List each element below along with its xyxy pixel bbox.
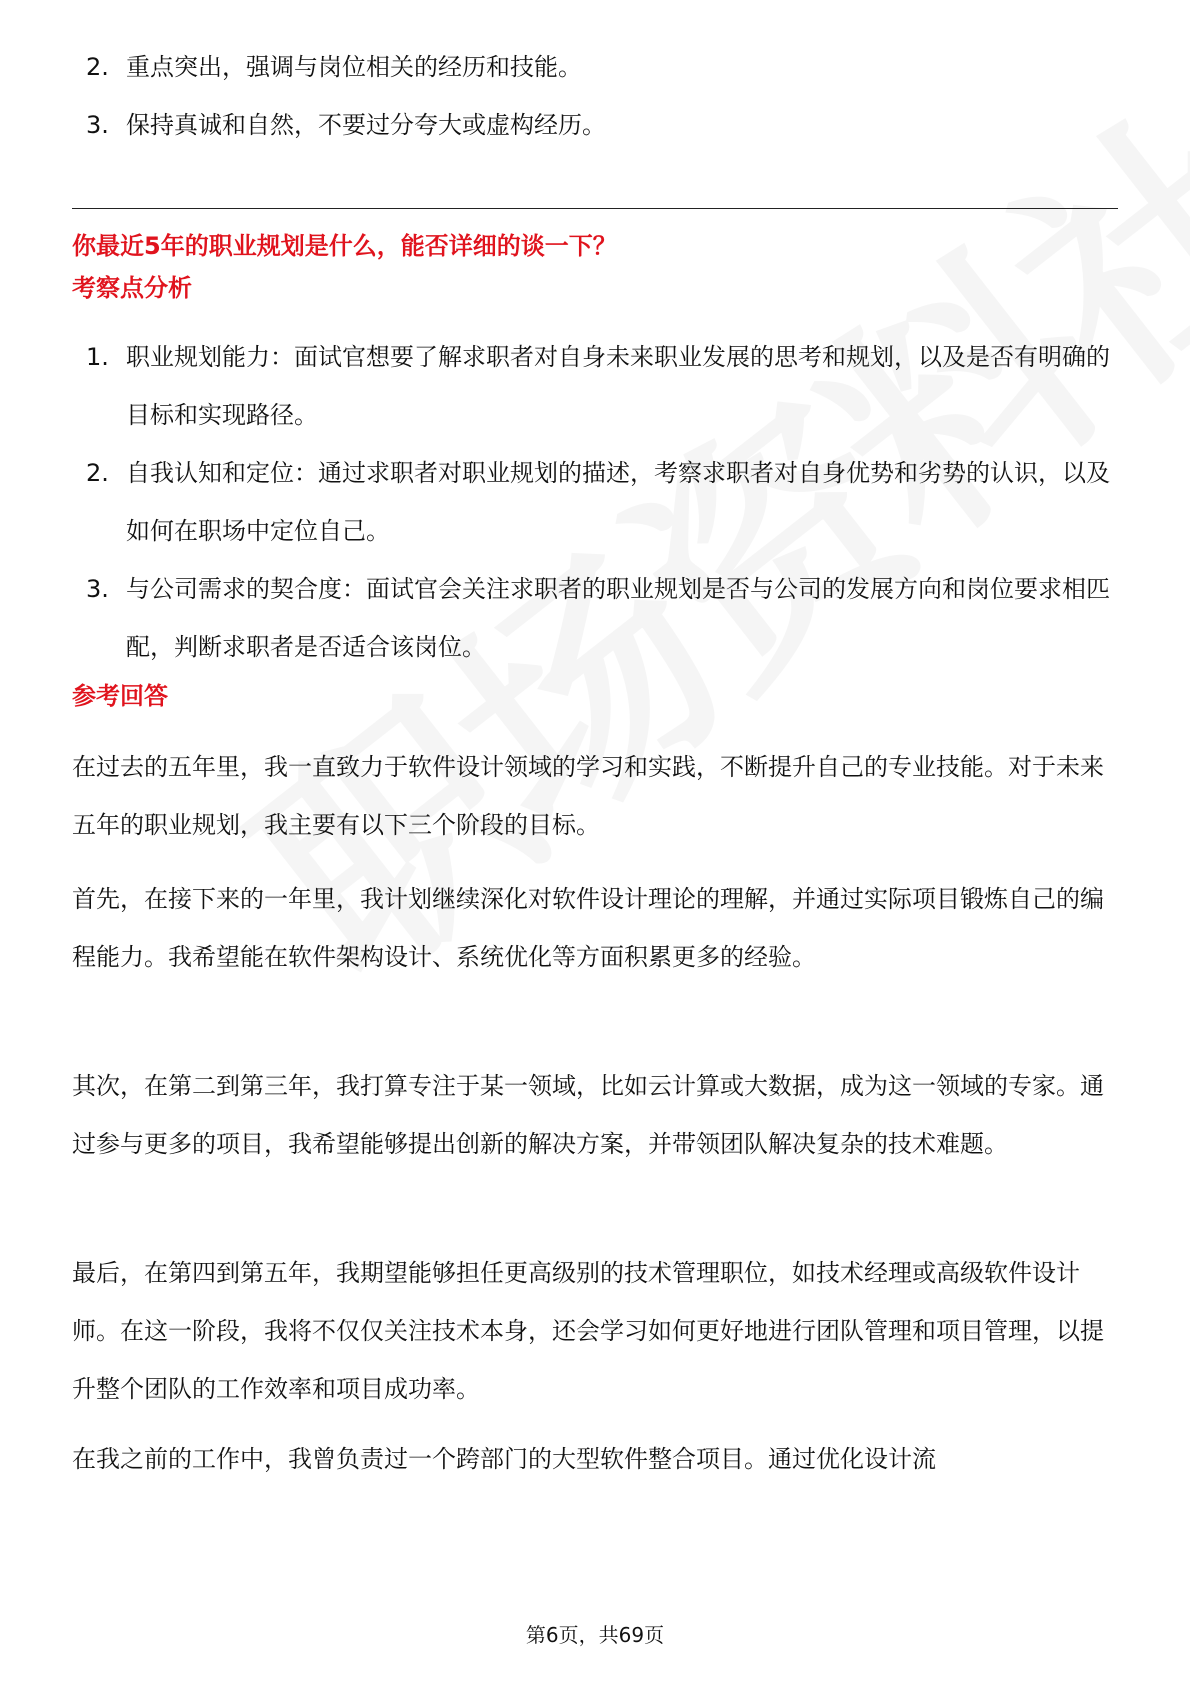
answer-paragraph: 最后，在第四到第五年，我期望能够担任更高级别的技术管理职位，如技术经理或高级软件设计师。在这一阶段，我将不仅仅关注技术本身，还会学习如何更好地进行团队管理和项目管理，以提升整个团队的工作效率和项目成功率。 xyxy=(72,1259,1104,1403)
list-text: 重点突出，强调与岗位相关的经历和技能。 xyxy=(126,53,582,81)
answer-paragraph: 在我之前的工作中，我曾负责过一个跨部门的大型软件整合项目。通过优化设计流 xyxy=(72,1445,936,1473)
analysis-heading: 考察点分析 xyxy=(72,274,192,302)
list-number: 2. xyxy=(86,459,109,487)
answer-heading: 参考回答 xyxy=(72,682,168,710)
list-text: 保持真诚和自然，不要过分夸大或虚构经历。 xyxy=(126,111,606,139)
list-text: 与公司需求的契合度：面试官会关注求职者的职业规划是否与公司的发展方向和岗位要求相匹配，判断求职者是否适合该岗位。 xyxy=(126,575,1110,661)
answer-paragraph: 在过去的五年里，我一直致力于软件设计领域的学习和实践，不断提升自己的专业技能。对于未来五年的职业规划，我主要有以下三个阶段的目标。 xyxy=(72,753,1104,839)
list-number: 2. xyxy=(86,53,109,81)
list-number: 1. xyxy=(86,343,109,371)
list-text: 自我认知和定位：通过求职者对职业规划的描述，考察求职者对自身优势和劣势的认识，以及如何在职场中定位自己。 xyxy=(126,459,1110,545)
section-divider xyxy=(72,208,1118,209)
list-text: 职业规划能力：面试官想要了解求职者对自身未来职业发展的思考和规划，以及是否有明确的目标和实现路径。 xyxy=(126,343,1110,429)
list-item xyxy=(80,444,1120,560)
list-item xyxy=(80,328,1120,444)
list-item xyxy=(80,38,1120,96)
answer-paragraph: 其次，在第二到第三年，我打算专注于某一领域，比如云计算或大数据，成为这一领域的专家。通过参与更多的项目，我希望能够提出创新的解决方案，并带领团队解决复杂的技术难题。 xyxy=(72,1072,1104,1158)
answer-paragraph: 首先，在接下来的一年里，我计划继续深化对软件设计理论的理解，并通过实际项目锻炼自己的编程能力。我希望能在软件架构设计、系统优化等方面积累更多的经验。 xyxy=(72,885,1104,971)
list-item xyxy=(80,96,1120,154)
page-footer: 第6页，共69页 xyxy=(525,1623,665,1647)
list-number: 3. xyxy=(86,575,109,603)
list-number: 3. xyxy=(86,111,109,139)
list-item xyxy=(80,560,1120,676)
analysis-list xyxy=(80,328,1120,676)
question-title: 你最近5年的职业规划是什么，能否详细的谈一下？ xyxy=(72,232,617,260)
top-list xyxy=(80,38,1120,154)
